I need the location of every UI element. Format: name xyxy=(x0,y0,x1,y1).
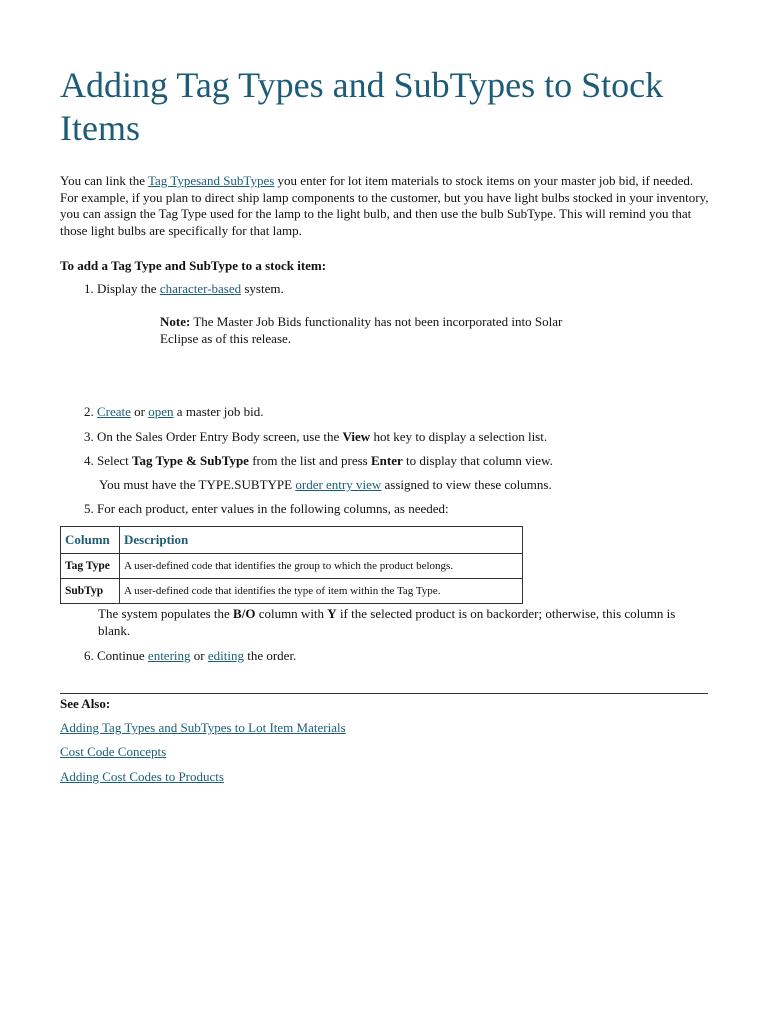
step-text: from the list and press xyxy=(248,453,371,468)
step-text: system. xyxy=(241,281,284,296)
note-text: if the selected product is on backorder; otherwise, this column is blank. xyxy=(98,606,676,638)
table-header-row xyxy=(61,527,523,554)
editing-link[interactable]: editing xyxy=(207,648,244,663)
step-5 xyxy=(84,501,449,518)
step-text: For each product, enter values in the following columns, as needed: xyxy=(97,501,449,516)
enter-key-label: Enter xyxy=(371,453,403,468)
intro-text-after: you enter for lot item materials to stock items on your master job bid, if needed. For example, if you plan to direct ship lamp components to the customer, but you have light bulbs stocked in your inventory, you can assign the Tag Type used for the lamp to the light bulb, and then use the bulb SubType. This will remind you that those light bulbs are specifically for that lamp. xyxy=(60,173,709,238)
tag-types-link[interactable]: Tag Typesand SubTypes xyxy=(148,173,275,188)
step-text: Display the xyxy=(97,281,160,296)
see-also-link-cost-code-concepts[interactable]: Cost Code Concepts xyxy=(60,744,167,759)
order-entry-view-link[interactable]: order entry view xyxy=(295,477,382,492)
column-name-cell: Tag Type xyxy=(61,554,120,579)
column-name-cell: SubTyp xyxy=(61,579,120,604)
step-text: or xyxy=(130,404,149,419)
view-hotkey: View xyxy=(342,429,371,444)
tag-type-subtype-label: Tag Type & SubType xyxy=(132,453,249,468)
note-text: The system populates the xyxy=(98,606,234,621)
procedure-heading: To add a Tag Type and SubType to a stock item: xyxy=(60,258,327,273)
description-header: Description xyxy=(120,527,523,554)
column-header: Column xyxy=(61,527,120,554)
step-4-subnote xyxy=(99,477,552,494)
note-text: column with xyxy=(255,606,328,621)
step-number: 4. xyxy=(84,453,94,468)
see-also-link-adding-cost-codes[interactable]: Adding Cost Codes to Products xyxy=(60,769,224,784)
step-6 xyxy=(84,648,296,665)
page-title: Adding Tag Types and SubTypes to Stock Items xyxy=(60,65,664,148)
step-2 xyxy=(84,404,263,421)
open-link[interactable]: open xyxy=(148,404,174,419)
step-text: Select xyxy=(97,453,133,468)
note-box xyxy=(160,314,580,347)
bo-column-label: B/O xyxy=(233,606,256,621)
see-also-link-lot-item-materials[interactable]: Adding Tag Types and SubTypes to Lot Item Materials xyxy=(60,720,346,735)
entering-link[interactable]: entering xyxy=(147,648,191,663)
step-text: assigned to view these columns. xyxy=(381,477,552,492)
step-text: to display that column view. xyxy=(402,453,553,468)
step-number: 6. xyxy=(84,648,94,663)
intro-paragraph xyxy=(60,173,710,239)
step-text: the order. xyxy=(243,648,297,663)
note-label: Note: xyxy=(160,314,191,329)
backorder-note xyxy=(98,606,710,639)
step-1 xyxy=(84,281,284,298)
step-text: or xyxy=(190,648,208,663)
step-text: On the Sales Order Entry Body screen, use the xyxy=(97,429,343,444)
step-text: You must have the TYPE.SUBTYPE xyxy=(99,477,296,492)
columns-table xyxy=(60,526,523,604)
y-value-label: Y xyxy=(327,606,337,621)
see-also-heading: See Also: xyxy=(60,696,111,711)
step-3 xyxy=(84,429,547,446)
step-number: 3. xyxy=(84,429,94,444)
character-based-link[interactable]: character-based xyxy=(159,281,242,296)
step-text: a master job bid. xyxy=(173,404,264,419)
step-4 xyxy=(84,453,553,470)
note-text: The Master Job Bids functionality has not been incorporated into Solar Eclipse as of this release. xyxy=(160,314,563,346)
table-row xyxy=(61,554,523,579)
description-cell: A user-defined code that identifies the type of item within the Tag Type. xyxy=(120,579,523,604)
intro-text-before: You can link the xyxy=(60,173,148,188)
step-text: hot key to display a selection list. xyxy=(370,429,548,444)
step-number: 5. xyxy=(84,501,94,516)
divider xyxy=(60,693,708,694)
table-row xyxy=(61,579,523,604)
create-link[interactable]: Create xyxy=(97,404,131,419)
step-number: 2. xyxy=(84,404,94,419)
step-number: 1. xyxy=(84,281,94,296)
description-cell: A user-defined code that identifies the group to which the product belongs. xyxy=(120,554,523,579)
step-text: Continue xyxy=(97,648,148,663)
